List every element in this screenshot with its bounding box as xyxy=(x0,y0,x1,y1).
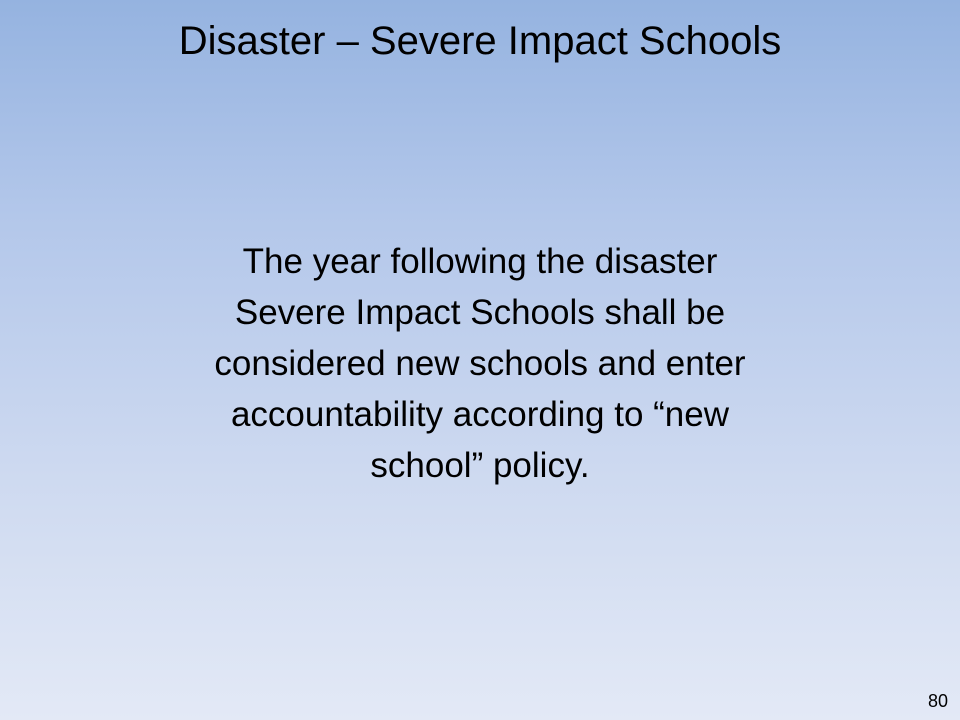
slide-title: Disaster – Severe Impact Schools xyxy=(178,19,782,63)
body-line: accountability according to “new xyxy=(230,395,730,434)
slide-body-text xyxy=(140,236,820,491)
body-line: The year following the disaster xyxy=(242,242,718,281)
body-line: school” policy. xyxy=(370,446,590,485)
body-line: Severe Impact Schools shall be xyxy=(234,293,726,332)
slide-number: 80 xyxy=(927,691,948,711)
body-line: considered new schools and enter xyxy=(214,344,746,383)
